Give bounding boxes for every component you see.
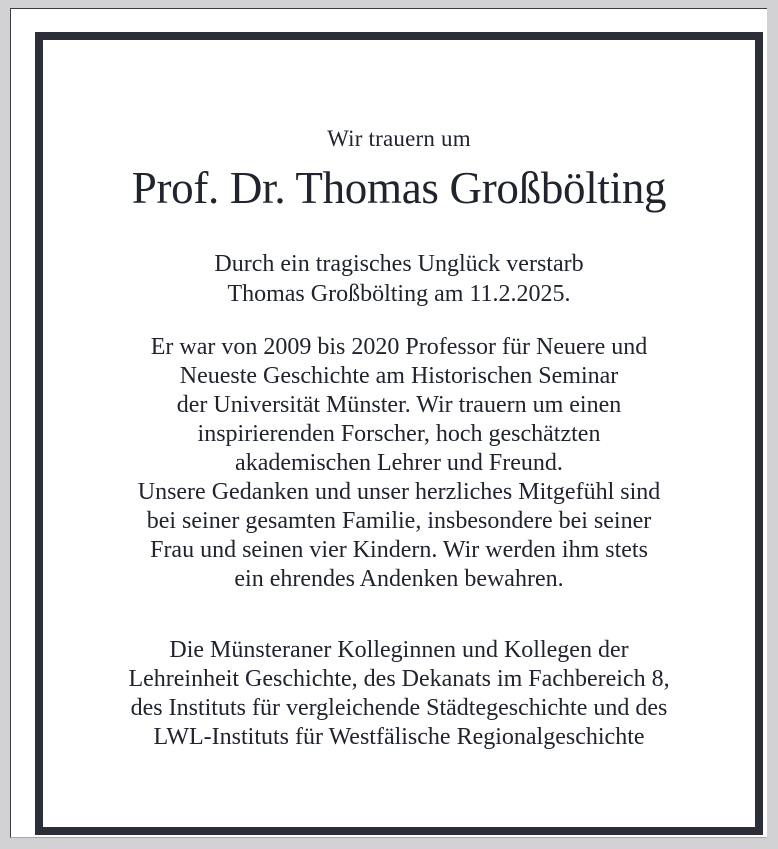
intro-line: Durch ein tragisches Unglück verstarb — [214, 251, 584, 277]
memorial-card — [10, 8, 767, 838]
body-line: Unsere Gedanken und unser herzliches Mitgefühl sind — [137, 479, 661, 505]
body-line: akademischen Lehrer und Freund. — [235, 450, 563, 476]
body-line: Er war von 2009 bis 2020 Professor für Neuere und — [150, 334, 648, 360]
signature-line: des Instituts für vergleichende Städtegeschichte und des — [130, 695, 668, 721]
inner-frame-border — [35, 32, 763, 835]
signature-line: LWL-Instituts für Westfälische Regionalgeschichte — [153, 724, 645, 750]
body-line: der Universität Münster. Wir trauern um einen — [176, 392, 622, 418]
intro-line: Thomas Großbölting am 11.2.2025. — [227, 280, 571, 307]
deceased-name: Prof. Dr. Thomas Großbölting — [131, 163, 667, 213]
body-line: bei seiner gesamten Familie, insbesondere bei seiner — [146, 508, 652, 534]
intro-paragraph — [43, 250, 755, 309]
signature-line: Lehreinheit Geschichte, des Dekanats im Fachbereich 8, — [128, 666, 670, 692]
body-line: Frau und seinen vier Kindern. Wir werden ihm stets — [150, 537, 648, 563]
signature-line: Die Münsteraner Kolleginnen und Kollegen der — [169, 637, 629, 663]
memorial-content — [43, 40, 755, 752]
body-line: ein ehrendes Andenken bewahren. — [234, 566, 564, 592]
body-line: Neueste Geschichte am Historischen Seminar — [179, 363, 619, 389]
tribute-paragraph — [43, 333, 755, 594]
signature-paragraph — [43, 636, 755, 752]
memorial-eyebrow: Wir trauern um — [327, 126, 471, 151]
body-line: inspirierenden Forscher, hoch geschätzten — [197, 421, 601, 447]
